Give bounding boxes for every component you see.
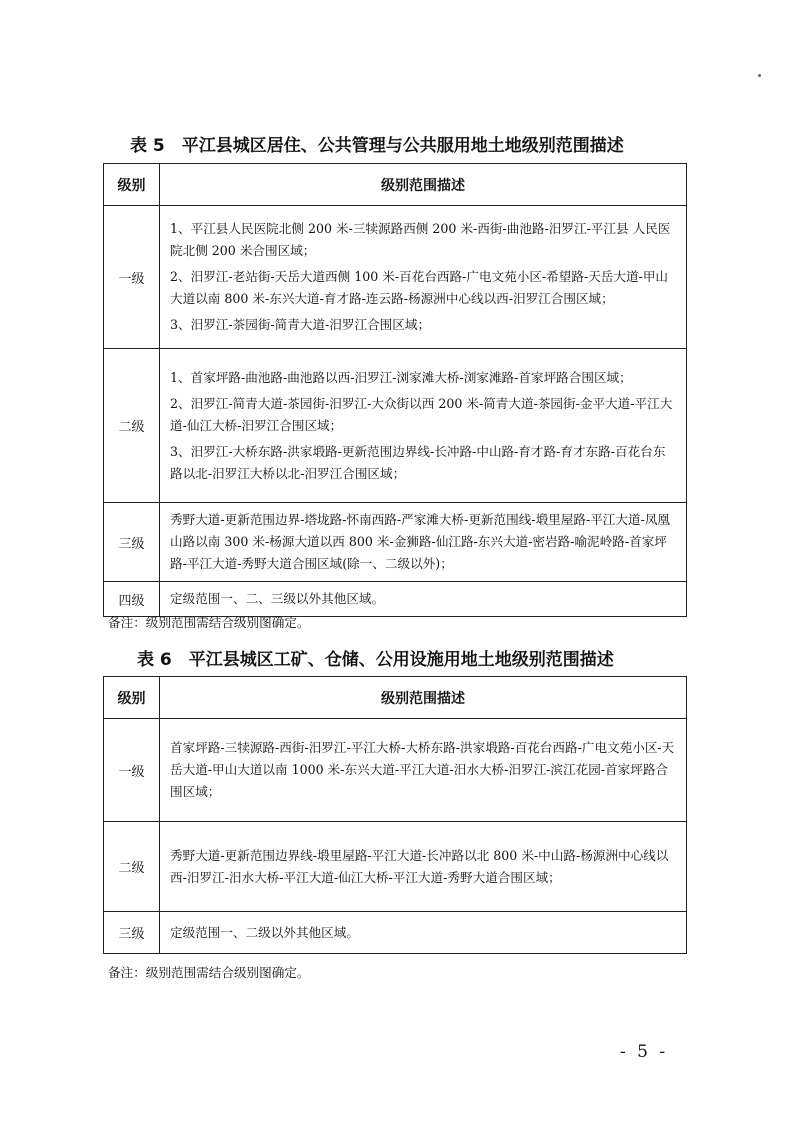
table5-level-1: 一级 (104, 206, 160, 349)
range-item: 3、汨罗江-茶园街-简青大道-汨罗江合围区域； (170, 317, 431, 332)
range-item: 定级范围一、二级以外其他区域。 (170, 924, 359, 940)
table6-description-2 (160, 822, 687, 912)
page-number: - 5 - (620, 1042, 669, 1062)
table6-description-1 (160, 719, 687, 822)
range-item: 2、汨罗江-老站街-天岳大道西侧 100 米-百花台西路-广电文苑小区-希望路-天岳大道-甲山大道以南 800 米-东兴大道-育才路-连云路-杨源洲中心线以西-汨罗江合围区域； (170, 269, 669, 306)
table-row (104, 503, 687, 582)
range-item: 1、首家坪路-曲池路-曲池路以西-汨罗江-浏家滩大桥-浏家滩路-首家坪路合围区域； (170, 369, 632, 385)
range-item: 秀野大道-更新范围边界线-塅里屋路-平江大道-长冲路以北 800 米-中山路-杨源洲中心线以西-汨罗江-汨水大桥-平江大道-仙江大桥-平江大道-秀野大道合围区域； (170, 847, 669, 885)
range-item: 2、汨罗江-简青大道-茶园街-汨罗江-大众街以西 200 米-简青大道-茶园街-金平大道-平江大道-仙江大桥-汨罗江合围区域； (170, 395, 673, 433)
table5-level-3: 三级 (104, 503, 160, 582)
table6-level-2: 二级 (104, 822, 160, 912)
table5-description-1 (160, 206, 687, 349)
range-item: 定级范围一、二、三级以外其他区域。 (170, 591, 385, 606)
table6-level-3: 三级 (104, 912, 160, 954)
table6-header-row (104, 677, 687, 719)
table-row (104, 912, 687, 954)
table5-title: 表 5 平江县城区居住、公共管理与公共服用地土地级别范围描述 (130, 136, 624, 156)
range-item: 1、平江县人民医院北侧 200 米-三犊源路西侧 200 米-西街-曲池路-汨罗江-平江县 人民医院北侧 200 米合围区域； (170, 221, 671, 258)
table5-description-3 (160, 503, 687, 582)
table6 (103, 676, 687, 954)
table6-note: 备注：级别范围需结合级别图确定。 (108, 965, 310, 980)
table5-header-description: 级别范围描述 (160, 164, 687, 206)
table-row (104, 822, 687, 912)
range-item: 秀野大道-更新范围边界-塔垅路-怀南西路-严家滩大桥-更新范围线-塅里屋路-平江大道-凤凰山路以南 300 米-杨源大道以西 800 米-金狮路-仙江路-东兴大道-密岩路-喻泥岭路-首家坪路-平江大道-秀野大道合围区域(除一、二级以外)； (170, 512, 671, 571)
table6-title: 表 6 平江县城区工矿、仓储、公用设施用地土地级别范围描述 (137, 650, 614, 670)
table5 (103, 163, 687, 617)
table6-header-description: 级别范围描述 (160, 677, 687, 719)
table-row (104, 349, 687, 503)
table5-note: 备注：级别范围需结合级别图确定。 (108, 615, 310, 630)
table5-level-4: 四级 (104, 582, 160, 617)
table-row (104, 206, 687, 349)
table6-header-level: 级别 (104, 677, 160, 719)
scan-dot (758, 74, 761, 77)
table5-header-level: 级别 (104, 164, 160, 206)
range-item: 首家坪路-三犊源路-西街-汨罗江-平江大桥-大桥东路-洪家塅路-百花台西路-广电文苑小区-天岳大道-甲山大道以南 1000 米-东兴大道-平江大道-汨水大桥-汨罗江-滨江花园-首家坪路合围区域； (170, 740, 675, 799)
table-row (104, 719, 687, 822)
table5-header-row (104, 164, 687, 206)
table6-description-3 (160, 912, 687, 954)
table5-level-2: 二级 (104, 349, 160, 503)
table5-description-2 (160, 349, 687, 503)
range-item: 3、汨罗江-大桥东路-洪家塅路-更新范围边界线-长冲路-中山路-育才路-育才东路-百花台东路以北-汨罗江大桥以北-汨罗江合围区域； (170, 443, 666, 481)
table6-level-1: 一级 (104, 719, 160, 822)
